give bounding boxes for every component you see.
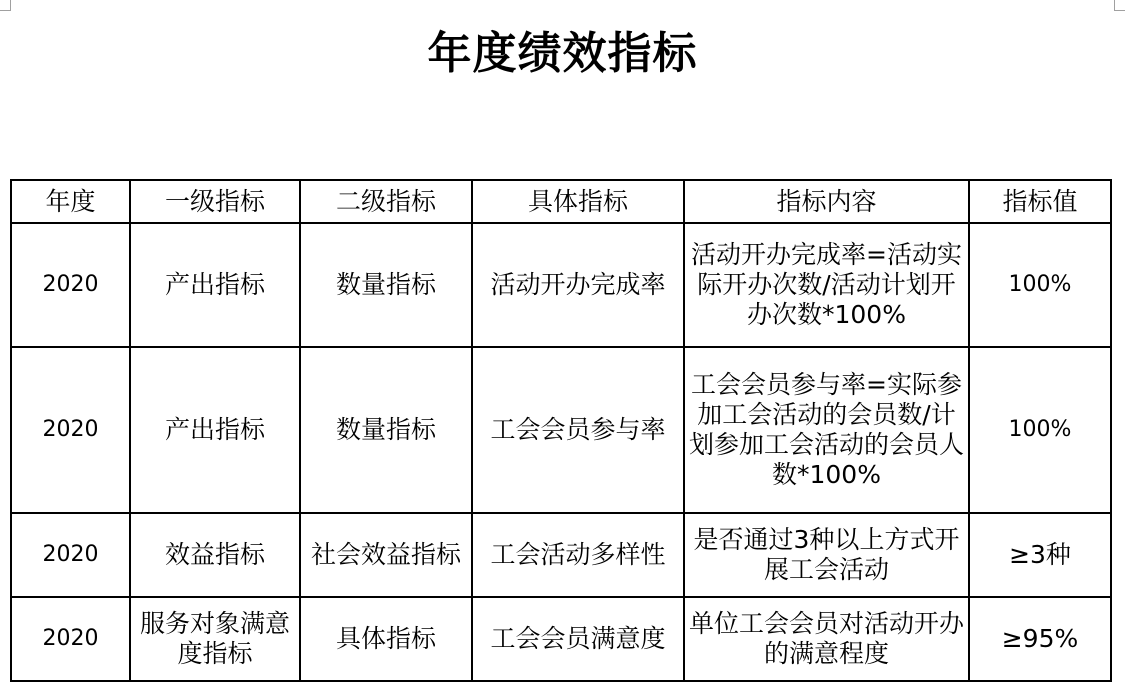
table-row [11, 347, 1111, 513]
cell-level2: 具体指标 [300, 597, 472, 681]
cell-value: ≥3种 [969, 513, 1111, 597]
page-corner-mark-left [0, 0, 11, 11]
table-row [11, 223, 1111, 347]
header-level2-indicator: 二级指标 [300, 180, 472, 223]
performance-indicator-table [10, 179, 1112, 682]
header-indicator-content: 指标内容 [684, 180, 969, 223]
header-level1-indicator: 一级指标 [130, 180, 300, 223]
header-indicator-value: 指标值 [969, 180, 1111, 223]
document-title: 年度绩效指标 [427, 28, 698, 79]
cell-level2: 社会效益指标 [300, 513, 472, 597]
cell-specific: 活动开办完成率 [472, 223, 684, 347]
cell-specific: 工会活动多样性 [472, 513, 684, 597]
table-header-row [11, 180, 1111, 223]
cell-value: 100% [969, 223, 1111, 347]
cell-year: 2020 [11, 347, 130, 513]
cell-year: 2020 [11, 513, 130, 597]
cell-level1: 效益指标 [130, 513, 300, 597]
cell-level1: 产出指标 [130, 347, 300, 513]
cell-level2: 数量指标 [300, 223, 472, 347]
cell-level2: 数量指标 [300, 347, 472, 513]
cell-value: 100% [969, 347, 1111, 513]
cell-content: 工会会员参与率=实际参加工会活动的会员数/计划参加工会活动的会员人数*100% [684, 347, 969, 513]
cell-content: 单位工会会员对活动开办的满意程度 [684, 597, 969, 681]
cell-level1: 产出指标 [130, 223, 300, 347]
table-row [11, 597, 1111, 681]
page-corner-mark-right [1114, 0, 1125, 11]
header-specific-indicator: 具体指标 [472, 180, 684, 223]
cell-year: 2020 [11, 597, 130, 681]
cell-specific: 工会会员参与率 [472, 347, 684, 513]
cell-specific: 工会会员满意度 [472, 597, 684, 681]
cell-year: 2020 [11, 223, 130, 347]
cell-content: 是否通过3种以上方式开展工会活动 [684, 513, 969, 597]
table-row [11, 513, 1111, 597]
cell-value: ≥95% [969, 597, 1111, 681]
cell-level1: 服务对象满意度指标 [130, 597, 300, 681]
cell-content: 活动开办完成率=活动实际开办次数/活动计划开办次数*100% [684, 223, 969, 347]
header-year: 年度 [11, 180, 130, 223]
